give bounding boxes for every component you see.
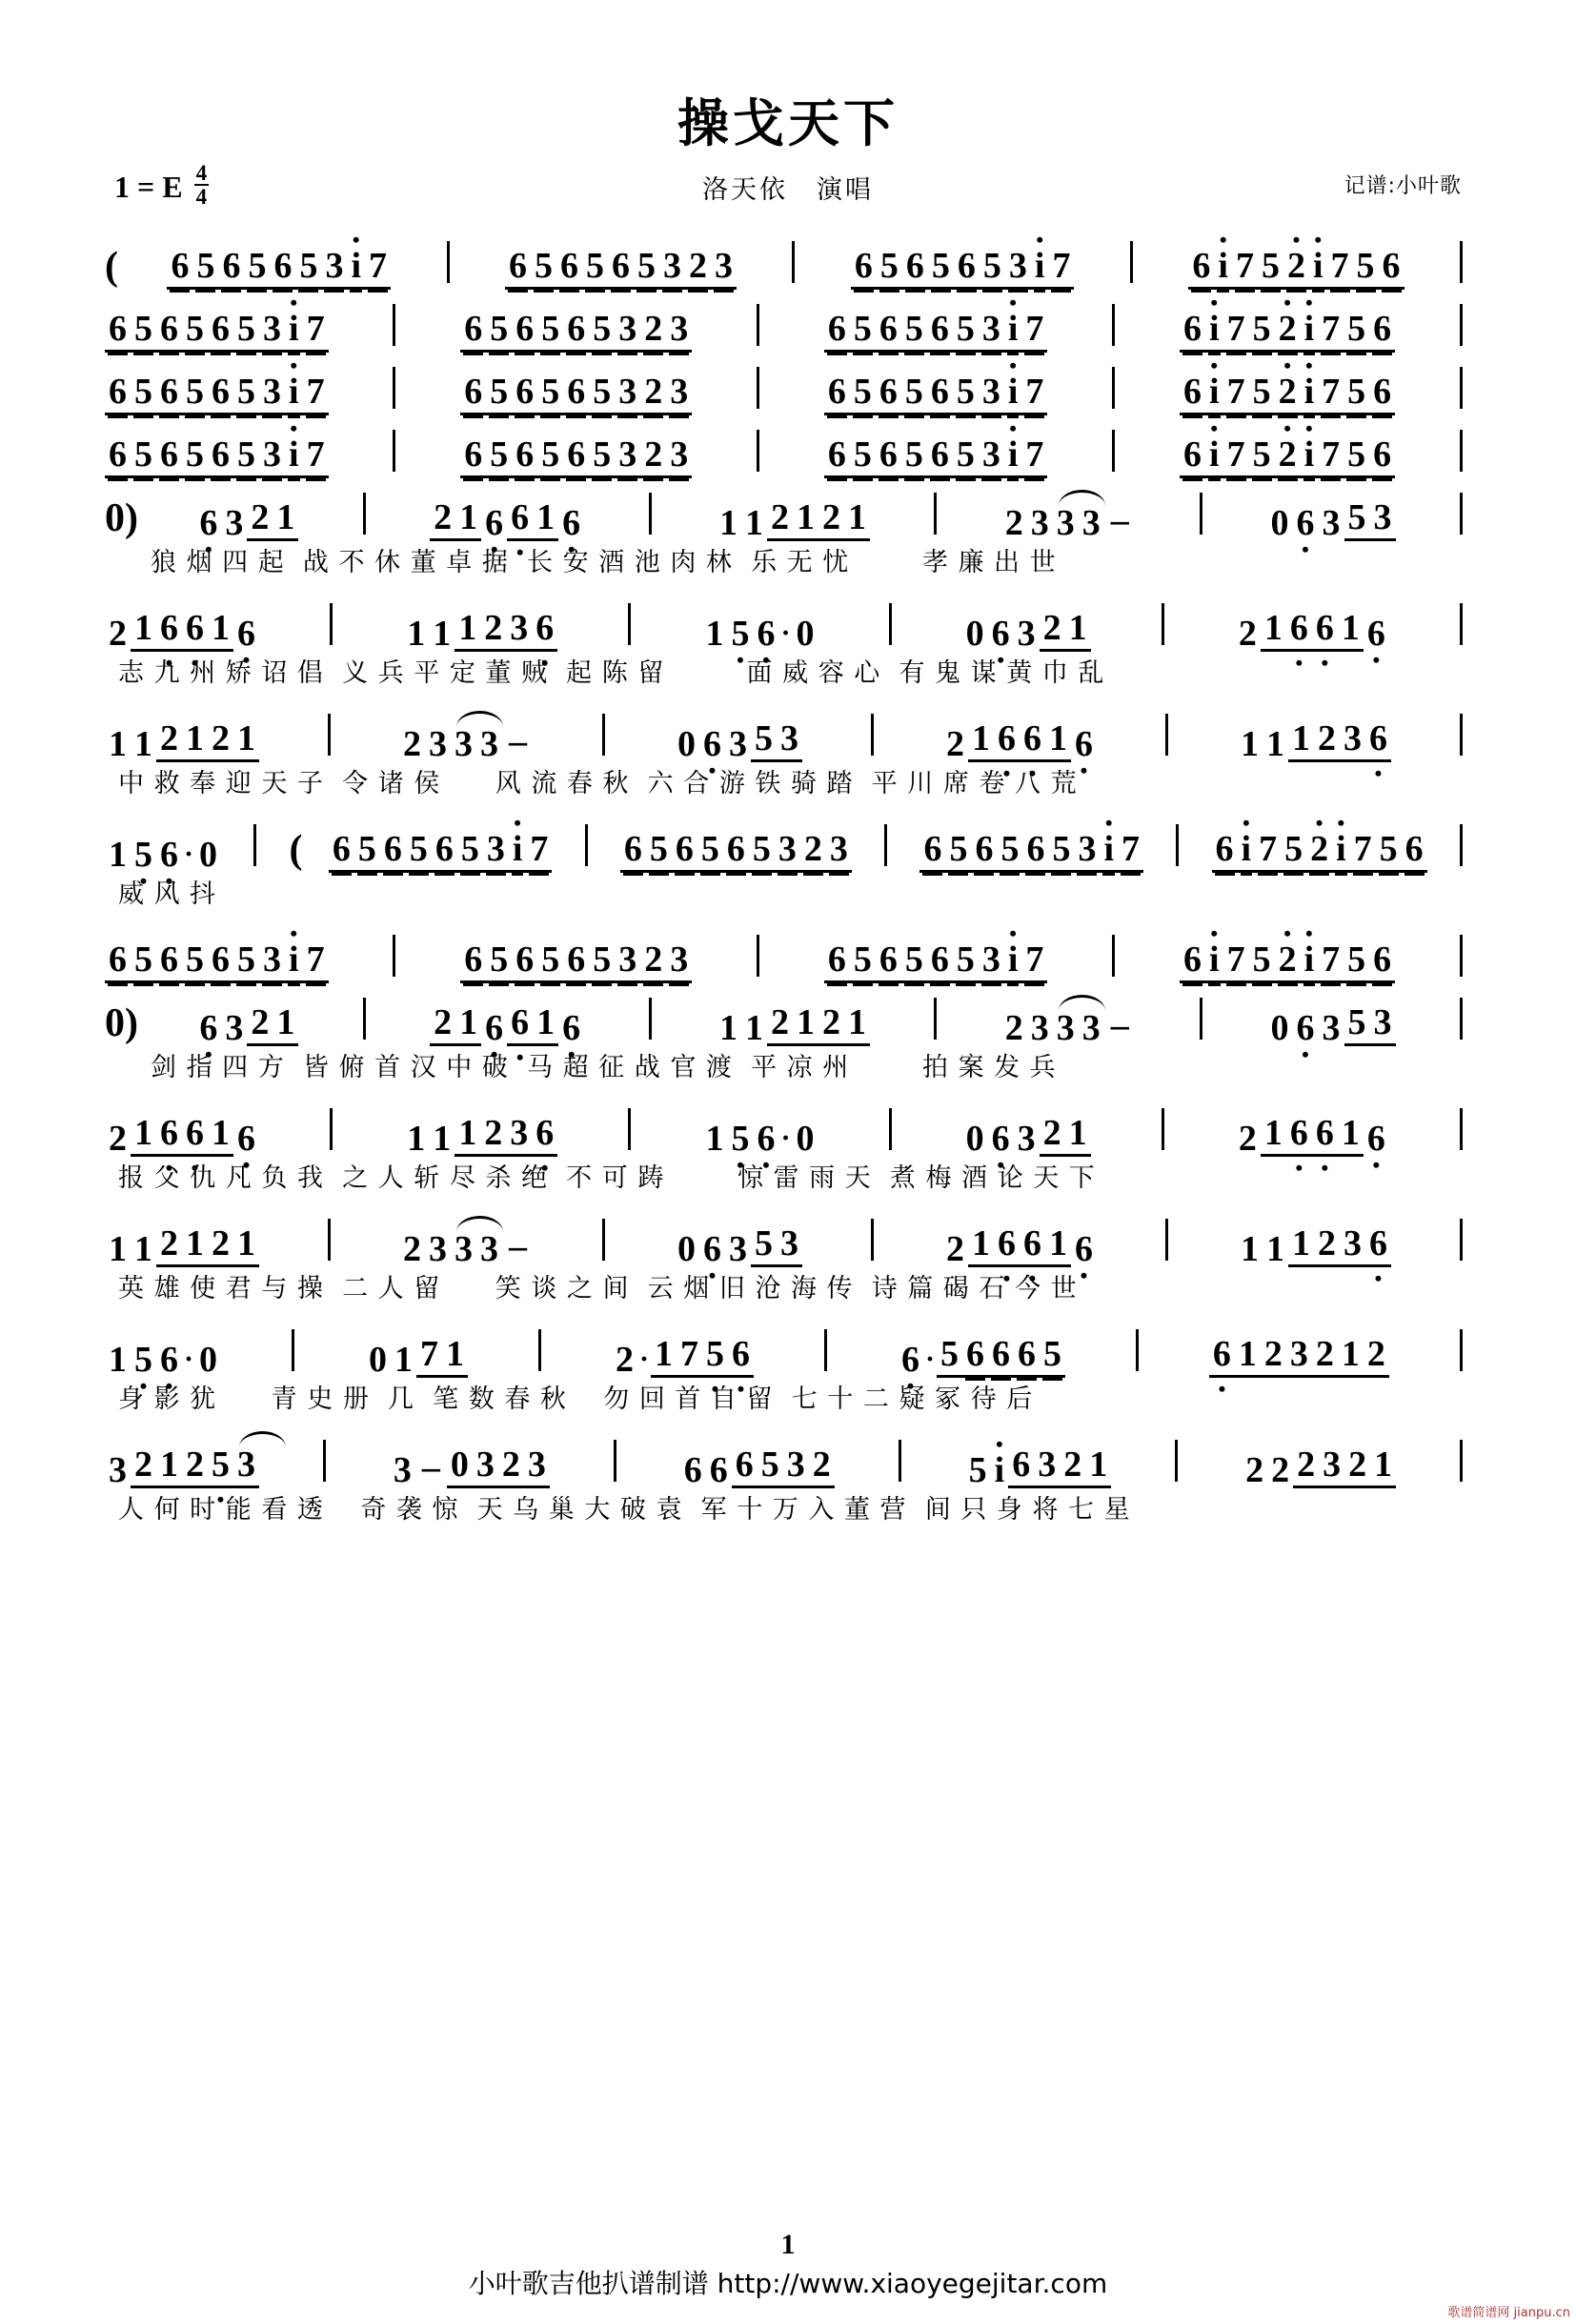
measure: 1 1 2 1 2 1 — [105, 720, 259, 762]
measure: 6 5 6 5 6 5 3 2 3 — [460, 941, 692, 983]
measure: 2 3 3 3 – — [1004, 500, 1129, 544]
time-signature-denominator: 4 — [195, 185, 208, 210]
barline — [1165, 1219, 1168, 1261]
staff-line — [105, 818, 1471, 876]
measure: 1 1 1 2 3 6 • — [403, 610, 557, 652]
staff-line — [105, 297, 1471, 353]
time-signature — [194, 162, 210, 208]
staff-line — [105, 486, 1471, 544]
barline — [585, 824, 588, 866]
barline — [1460, 824, 1463, 866]
barline — [1460, 1108, 1463, 1150]
staff-line — [105, 1101, 1471, 1160]
barline — [934, 998, 937, 1040]
staff-line — [105, 707, 1471, 765]
barline — [757, 304, 759, 346]
measure: 1 1 1 2 3 6 • — [1237, 1225, 1391, 1267]
barline — [1200, 998, 1202, 1040]
barline — [1460, 493, 1463, 535]
barline — [253, 824, 256, 866]
measure: 2 1 6 • 6 • 1 6 • — [1235, 610, 1389, 652]
staff-line — [105, 423, 1471, 478]
barline — [628, 1108, 631, 1150]
barline — [1460, 367, 1463, 409]
lyrics-line: 狼 烟 四 起 战 不 休 董 卓 据 长 安 酒 池 肉 林 乐 无 忧 孝 廉 出 世 — [151, 548, 1057, 578]
measure: 0 6 • 3 5 3 — [1267, 499, 1396, 541]
barline — [328, 1219, 331, 1261]
measure: 6 5 6 5 6 5 3 2 3 — [460, 436, 692, 478]
barline — [1162, 1108, 1164, 1150]
measure: 6 5 6 5 6 5 3 2 3 — [460, 311, 692, 353]
key-signature — [114, 161, 209, 210]
repeat-close-marker: 0) — [105, 1001, 138, 1046]
barline — [1112, 935, 1115, 977]
barline — [363, 493, 366, 535]
measure: 2 · 1 7 5 • 6 • — [612, 1336, 754, 1378]
measure: 6 5 6 5 6 5 3 • i 7 — [105, 311, 329, 353]
staff-line — [105, 596, 1471, 655]
barline — [393, 935, 395, 977]
measure: 2 1 6 • 6 • 1 6 • — [1235, 1115, 1389, 1157]
measure: 6 5 6 5 6 5 3 • i 7 — [167, 248, 391, 290]
barline — [824, 1329, 827, 1371]
barline — [1112, 367, 1115, 409]
barline — [393, 367, 395, 409]
repeat-open-paren: ( — [289, 828, 303, 873]
lyrics-line: 报 父 仇 凡 负 我 之 人 斩 尽 杀 绝 不 可 踌 惊 雷 雨 天 煮 梅 酒 论 天 下 — [118, 1163, 1096, 1194]
measure: 6 • i 7 5 • 2 • i 7 5 6 — [1180, 311, 1395, 353]
barline — [1460, 935, 1463, 977]
measure: 5 • i 6 3 2 1 — [965, 1446, 1112, 1488]
measure: 1 5 • 6 • · 0 — [105, 1342, 221, 1378]
lyrics-line: 身 影 犹 青 史 册 几 笔 数 春 秋 勿 回 首 自 留 七 十 二 疑 冢 待 后 — [118, 1384, 1034, 1415]
measure: 0 6 • 3 2 1 — [962, 1115, 1091, 1157]
barline — [899, 1440, 901, 1482]
barline — [884, 824, 887, 866]
measure: 6 5 6 5 6 5 3 • i 7 — [105, 941, 329, 983]
barline — [1130, 241, 1133, 283]
measure: 0 6 • 3 5 3 — [674, 720, 802, 762]
barline — [1460, 1440, 1463, 1482]
barline — [393, 304, 395, 346]
staff-line — [105, 1212, 1471, 1270]
key-signature-label: 1 = E — [114, 169, 183, 204]
page-footer — [0, 2229, 1576, 2301]
measure: 0 6 • 3 5 3 — [1267, 1004, 1396, 1046]
staff-line — [105, 1323, 1471, 1381]
barline — [363, 998, 366, 1040]
measure: 2 1 6 • 6 • 1 6 • — [105, 1115, 259, 1157]
measure: 1 1 2 1 2 1 — [716, 499, 870, 541]
measure: 2 1 6 • 6 • 1 6 • — [430, 499, 584, 541]
lyrics-line: 志 九 州 矫 诏 倡 义 兵 平 定 董 贼 起 陈 留 面 威 容 心 有 鬼 谋 黄 巾 乱 — [118, 658, 1105, 689]
barline — [1460, 1219, 1463, 1261]
measure: 3 – 0 3 2 3 — [390, 1446, 550, 1488]
barline — [1176, 824, 1179, 866]
repeat-open-paren: ( — [105, 245, 118, 290]
barline — [1460, 1329, 1463, 1371]
footer-source: 小叶歌吉他扒谱制谱 http://www.xiaoyegejitar.com — [468, 2268, 1108, 2299]
barline — [1460, 998, 1463, 1040]
barline — [1460, 241, 1463, 283]
measure: 6 6 6 5 3 2 — [680, 1446, 835, 1488]
measure: 6 5 6 5 6 5 3 2 3 — [505, 248, 737, 290]
measure: 1 5 • 6 • · 0 — [701, 616, 818, 652]
staff-line — [105, 928, 1471, 983]
barline — [649, 493, 652, 535]
performer-credit: 洛天依 演唱 — [702, 175, 874, 206]
measure: 6 5 6 5 6 5 3 • i 7 — [105, 374, 329, 415]
measure: 6 5 6 5 6 5 3 • i 7 — [824, 311, 1048, 353]
measure: 1 5 • 6 • · 0 — [105, 837, 221, 873]
measure: 3 2 1 2 5 • 3 — [105, 1446, 259, 1488]
barline — [1460, 304, 1463, 346]
barline — [871, 714, 874, 756]
barline — [649, 998, 652, 1040]
barline — [757, 430, 759, 472]
barline — [447, 241, 450, 283]
barline — [889, 1108, 892, 1150]
measure: 1 1 1 2 3 6 • — [403, 1115, 557, 1157]
measure: 6 • i 7 5 • 2 • i 7 5 6 — [1188, 248, 1404, 290]
measure: 6 • · 5 6 6 6 5 — [898, 1336, 1065, 1378]
measure: 6 5 6 5 6 5 3 • i 7 — [824, 941, 1048, 983]
barline — [1162, 603, 1164, 645]
barline — [330, 1108, 333, 1150]
barline — [1136, 1329, 1139, 1371]
barline — [757, 367, 759, 409]
staff-line — [105, 991, 1471, 1049]
barline — [1165, 714, 1168, 756]
barline — [871, 1219, 874, 1261]
measure: 6 • 1 2 3 2 1 2 — [1209, 1336, 1389, 1378]
measure: 6 5 6 5 6 5 3 • i 7 — [919, 831, 1143, 873]
measure: 6 • i 7 5 • 2 • i 7 5 6 — [1212, 831, 1427, 873]
staff-line — [105, 234, 1471, 290]
time-signature-numerator: 4 — [195, 161, 208, 186]
measure: 1 1 2 1 2 1 — [716, 1004, 870, 1046]
measure: 6 5 6 5 6 5 3 • i 7 — [851, 248, 1075, 290]
barline — [1175, 1440, 1178, 1482]
barline — [538, 1329, 541, 1371]
repeat-close-marker: 0) — [105, 496, 138, 541]
lyrics-line: 人 何 时 能 看 透 奇 袭 惊 天 乌 巢 大 破 袁 军 十 万 入 董 营 间 只 身 将 七 星 — [118, 1495, 1131, 1526]
barline — [1460, 603, 1463, 645]
measure: 1 1 2 1 2 1 — [105, 1225, 259, 1267]
staff-line — [105, 360, 1471, 415]
measure: 2 3 3 3 – — [403, 1226, 527, 1270]
measure: 6 5 6 5 6 5 3 2 3 — [460, 374, 692, 415]
lyrics-line: 英 雄 使 君 与 操 二 人 留 笑 谈 之 间 云 烟 旧 沧 海 传 诗 篇 碣 石 今 世 — [118, 1274, 1078, 1304]
barline — [1460, 714, 1463, 756]
lyrics-line: 剑 指 四 方 皆 俯 首 汉 中 破 马 超 征 战 官 渡 平 凉 州 拍 案 发 兵 — [151, 1053, 1057, 1083]
measure: 2 3 3 3 – — [403, 721, 527, 765]
measure: 6 • i 7 5 • 2 • i 7 5 6 — [1180, 436, 1395, 478]
measure: 6 5 6 5 6 5 3 • i 7 — [824, 436, 1048, 478]
measure: 6 5 6 5 6 5 3 • i 7 — [824, 374, 1048, 415]
barline — [1460, 430, 1463, 472]
measure: 2 1 6 • 6 • 1 6 • — [942, 720, 1097, 762]
transcriber-credit: 记谱:小叶歌 — [1344, 174, 1462, 199]
measure: 2 1 6 • 6 • 1 6 • — [942, 1225, 1097, 1267]
measure: 2 3 3 3 – — [1004, 1005, 1129, 1049]
measure: 2 2 2 3 2 1 — [1242, 1446, 1396, 1488]
measure: 0 1 7 1 — [365, 1336, 468, 1378]
lyrics-line: 中 救 奉 迎 天 子 令 诸 侯 风 流 春 秋 六 合 游 铁 骑 踏 平 川 席 卷 八 荒 — [118, 769, 1078, 799]
lyrics-line: 威 风 抖 — [118, 879, 217, 910]
barline — [1200, 493, 1202, 535]
measure: 6 5 6 5 6 5 3 2 3 — [620, 831, 852, 873]
notation-staff — [105, 234, 1471, 1532]
barline — [614, 1440, 616, 1482]
barline — [393, 430, 395, 472]
barline — [323, 1440, 326, 1482]
barline — [757, 935, 759, 977]
measure: 6 5 6 5 6 5 3 • i 7 — [329, 831, 553, 873]
measure: 2 1 6 • 6 • 1 6 • — [105, 610, 259, 652]
barline — [330, 603, 333, 645]
measure: 6 5 6 5 6 5 3 • i 7 — [105, 436, 329, 478]
barline — [328, 714, 331, 756]
barline — [889, 603, 892, 645]
measure: 6 • i 7 5 • 2 • i 7 5 6 — [1180, 374, 1395, 415]
measure: 1 1 1 2 3 6 • — [1237, 720, 1391, 762]
barline — [1112, 430, 1115, 472]
watermark: 歌谱简谱网 jianpu.cn — [1447, 2306, 1570, 2320]
barline — [1112, 304, 1115, 346]
barline — [628, 603, 631, 645]
score-page — [0, 95, 1576, 2324]
staff-line — [105, 1433, 1471, 1491]
barline — [602, 1219, 605, 1261]
barline — [934, 493, 937, 535]
barline — [602, 714, 605, 756]
measure: 0 6 • 3 5 3 — [674, 1225, 802, 1267]
barline — [292, 1329, 294, 1371]
measure: 0 6 • 3 2 1 — [962, 610, 1091, 652]
measure: 2 1 6 • 6 • 1 6 • — [430, 1004, 584, 1046]
measure: 6 • 3 2 1 — [195, 1004, 298, 1046]
measure: 6 • 3 2 1 — [195, 499, 298, 541]
page-number: 1 — [780, 2229, 796, 2260]
measure: 6 • i 7 5 • 2 • i 7 5 6 — [1180, 941, 1395, 983]
page-title: 操戈天下 — [677, 93, 899, 153]
measure: 1 5 • 6 • · 0 — [701, 1121, 818, 1157]
barline — [792, 241, 795, 283]
